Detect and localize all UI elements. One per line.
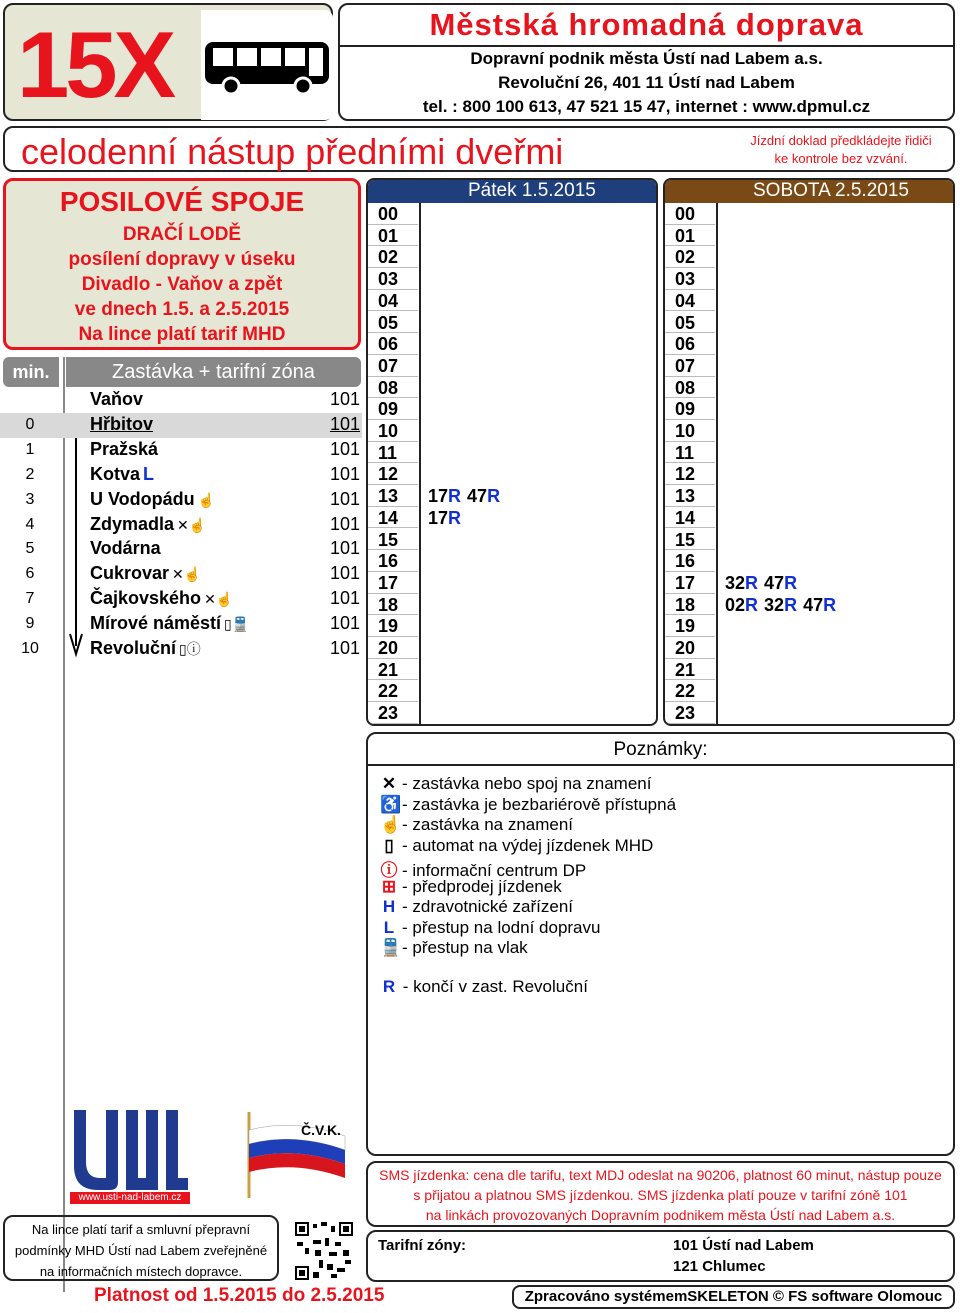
hour-cell: 07	[368, 355, 418, 377]
stop-minutes: 4	[25, 515, 35, 533]
departure-cell	[428, 485, 500, 507]
departure-minute: 47	[467, 486, 488, 507]
qr-code-icon	[295, 1222, 353, 1280]
hour-cell: 08	[665, 377, 715, 399]
departure-minute: 47	[764, 572, 785, 593]
timetable-saturday-day: SOBOTA 2.5.2015	[753, 180, 909, 201]
tariff-note	[3, 1215, 279, 1281]
hour-cell: 07	[665, 355, 715, 377]
header	[338, 3, 955, 121]
sms-ticket-info	[366, 1161, 955, 1227]
note-text: - zastávka na znamení	[402, 815, 574, 834]
tariff-zones	[366, 1230, 955, 1282]
tariff-zone-item: 121 Chlumec	[673, 1258, 766, 1275]
note-text: - zdravotnické zařízení	[402, 897, 574, 916]
reinforcement-line: ve dnech 1.5. a 2.5.2015	[74, 299, 290, 320]
stop-name	[90, 439, 158, 460]
stop-name	[90, 464, 154, 485]
stop-name	[90, 414, 153, 435]
reinforcement-title: POSILOVÉ SPOJE	[59, 186, 305, 217]
note-item	[380, 938, 528, 958]
tariff-note-line: Na lince platí tarif a smluvní přepravní	[31, 1222, 251, 1237]
note-text: - zastávka nebo spoj na znamení	[402, 774, 652, 793]
hour-cell: 12	[368, 463, 418, 485]
stop-minutes: 3	[25, 490, 35, 508]
hour-cell: 05	[368, 312, 418, 334]
stop-minutes: 10	[21, 640, 39, 657]
stop-zone: 101	[329, 438, 360, 459]
hour-cell: 09	[368, 398, 418, 420]
sms-line: SMS jízdenka: cena dle tarifu, text MDJ odeslat na 90206, platnost 60 minut, nástup pouze	[379, 1167, 942, 1183]
note-symbol-icon: ⓘ	[380, 861, 398, 880]
flag-text: Č.V.K.	[301, 1122, 341, 1138]
hour-cell: 15	[368, 529, 418, 551]
end-revolucni-icon: R	[382, 977, 396, 996]
stop-symbol-icon: ▯🚆	[224, 616, 250, 633]
note-symbol-icon: 🚆	[380, 938, 402, 957]
city-logo	[70, 1106, 190, 1204]
hour-cell: 10	[665, 420, 715, 442]
tariff-note-line: na informačních místech dopravce.	[39, 1264, 243, 1279]
departure-minute: 17	[428, 507, 449, 528]
hour-cell: 13	[665, 485, 715, 507]
departure-cell	[428, 507, 461, 529]
header-title: Městská hromadná doprava	[429, 7, 864, 42]
hour-cell: 20	[368, 637, 418, 659]
note-symbol-icon: ▯	[384, 835, 394, 855]
bus-icon	[203, 38, 331, 98]
stop-minutes: 1	[25, 440, 35, 458]
hour-cell: 15	[665, 529, 715, 551]
hour-cell: 00	[665, 203, 715, 225]
hour-cell: 04	[665, 290, 715, 312]
departure-flag: R	[487, 486, 501, 507]
stop-name-text: Cukrovar	[90, 563, 170, 584]
note-item	[380, 815, 573, 835]
timetable-friday-day: Pátek 1.5.2015	[468, 180, 596, 201]
hour-cell: 18	[368, 594, 418, 616]
reinforcement-line: Divadlo - Vaňov a zpět	[81, 274, 283, 295]
city-logo-url: www.usti-nad-labem.cz	[70, 1192, 190, 1204]
stop-symbol-icon: ✕☝	[172, 566, 202, 583]
stop-zone: 101	[329, 488, 360, 509]
stop-row	[0, 587, 362, 612]
bus-icon-area	[201, 10, 333, 120]
stop-symbol-icon: ☝	[197, 491, 216, 508]
stop-zone: 101	[329, 638, 360, 658]
note-text: - přestup na lodní dopravu	[402, 917, 601, 937]
credit-text: Zpracováno systémemSKELETON © FS software Olomouc	[524, 1288, 943, 1305]
hour-cell: 14	[368, 507, 418, 529]
timetable-friday	[366, 178, 658, 726]
note-symbol-icon: ♿	[380, 794, 402, 814]
reinforcement-line: DRAČÍ LODĚ	[122, 224, 242, 245]
note-text: - automat na výdej jízdenek MHD	[402, 835, 654, 855]
stop-row	[0, 413, 362, 438]
stop-name	[90, 538, 161, 559]
departure-flag: R	[448, 486, 462, 507]
hour-cell: 06	[368, 333, 418, 355]
tariff-zones-label: Tarifní zóny:	[378, 1237, 467, 1254]
departure-flag: R	[745, 594, 759, 615]
stop-name	[90, 389, 143, 410]
hour-cell: 11	[368, 442, 418, 464]
operator-contact: tel. : 800 100 613, 47 521 15 47, internet : www.dpmul.cz	[422, 97, 871, 116]
stop-row	[0, 537, 362, 562]
hour-cell: 01	[665, 225, 715, 247]
departure-flag: R	[784, 572, 798, 593]
hour-cell: 09	[665, 398, 715, 420]
reinforcement-line: posílení dopravy v úseku	[68, 249, 296, 270]
stop-name-text: Kotva	[90, 463, 141, 484]
note-item	[380, 774, 651, 794]
hour-cell: 03	[368, 268, 418, 290]
city-logo-icon	[70, 1106, 190, 1192]
note-item	[380, 795, 676, 815]
line-number: 15X	[17, 12, 173, 117]
hour-cell: 02	[368, 246, 418, 268]
stop-name-text: Mírové náměstí	[90, 613, 222, 634]
departure-minute: 32	[725, 572, 746, 593]
hour-cell: 19	[368, 615, 418, 637]
note-item	[380, 977, 588, 997]
hour-cell: 03	[665, 268, 715, 290]
stop-row	[0, 463, 362, 488]
stop-name	[90, 514, 206, 535]
validity-period: Platnost od 1.5.2015 do 2.5.2015	[94, 1285, 385, 1306]
line-badge	[3, 3, 333, 121]
stop-name-text: Pražská	[90, 438, 159, 459]
departure-flag: R	[448, 507, 462, 528]
stop-row	[0, 612, 362, 637]
stop-zone: 101	[329, 613, 360, 634]
stop-minutes: 9	[25, 615, 35, 633]
stop-name-text: U Vodopádu	[90, 488, 195, 509]
note-item	[380, 836, 653, 856]
flag-logo	[245, 1108, 350, 1200]
notes-box	[366, 732, 955, 1156]
hour-cell: 17	[665, 572, 715, 594]
credit-box	[512, 1285, 955, 1309]
stop-minutes: 5	[25, 540, 35, 558]
stop-zone: 101	[329, 389, 360, 409]
operator-address: Revoluční 26, 401 11 Ústí nad Labem	[498, 73, 795, 92]
stop-symbol-icon: ✕☝	[204, 591, 234, 608]
stop-minutes: 7	[25, 590, 35, 608]
timetable-saturday-header	[665, 180, 953, 203]
hour-cell: 23	[368, 702, 418, 724]
reinforcement-box	[3, 178, 361, 350]
hour-cell: 10	[368, 420, 418, 442]
stop-minutes: 0	[25, 415, 35, 433]
hour-cell: 22	[368, 680, 418, 702]
note-text: - zastávka je bezbariérově přístupná	[402, 794, 677, 814]
note-symbol-icon: ✕	[381, 774, 397, 793]
departure-flag: R	[823, 594, 837, 615]
stop-row	[0, 637, 362, 662]
boarding-bar	[3, 126, 955, 172]
header-divider	[340, 45, 953, 47]
tariff-note-line: podmínky MHD Ústí nad Labem zveřejněné	[14, 1243, 268, 1258]
stop-symbol-icon: ▯ⓘ	[179, 641, 201, 657]
note-text: - předprodej jízdenek	[402, 876, 562, 896]
note-symbol-icon: ☝	[380, 815, 402, 834]
stop-zone: 101	[329, 513, 360, 534]
departure-minute: 02	[725, 594, 746, 615]
note-text: - končí v zast. Revoluční	[402, 977, 588, 996]
hour-cell: 08	[368, 377, 418, 399]
note-item	[380, 877, 562, 897]
note-symbol-icon: ⊞	[381, 876, 397, 896]
operator-name: Dopravní podnik města Ústí nad Labem a.s.	[470, 49, 823, 68]
hour-cell: 02	[665, 246, 715, 268]
hour-cell: 16	[665, 550, 715, 572]
hour-cell: 16	[368, 550, 418, 572]
departure-cell	[725, 594, 836, 616]
hour-cell: 12	[665, 463, 715, 485]
hour-cell: 06	[665, 333, 715, 355]
note-item	[380, 918, 600, 938]
stop-name-text: Hřbitov	[90, 413, 153, 434]
stop-row	[0, 562, 362, 587]
tariff-zone-item: 101 Ústí nad Labem	[673, 1237, 814, 1254]
hour-cell: 13	[368, 485, 418, 507]
hour-cell: 22	[665, 680, 715, 702]
departure-minute: 32	[764, 594, 785, 615]
stop-row	[0, 438, 362, 463]
hour-cell: 17	[368, 572, 418, 594]
stop-name	[90, 489, 215, 510]
hour-cell: 21	[665, 659, 715, 681]
stop-name-text: Čajkovského	[90, 588, 202, 609]
hour-cell: 18	[665, 594, 715, 616]
hour-cell: 20	[665, 637, 715, 659]
stop-name-text: Vodárna	[90, 538, 161, 559]
hour-cell: 04	[368, 290, 418, 312]
note-symbol-icon: L	[383, 917, 395, 937]
hour-cell: 21	[368, 659, 418, 681]
stop-zone: 101	[329, 413, 360, 434]
notes-title: Poznámky:	[368, 734, 953, 766]
stop-name	[90, 563, 201, 584]
hour-cell: 23	[665, 702, 715, 724]
stop-zone: 101	[329, 588, 360, 609]
stop-row	[0, 513, 362, 538]
boarding-note-line: ke kontrole bez vzvání.	[774, 151, 908, 166]
timetable-friday-header	[368, 180, 656, 203]
stop-minutes: 6	[25, 565, 35, 583]
stop-header: Zastávka + tarifní zóna	[66, 357, 361, 387]
hour-column-divider	[716, 203, 718, 726]
stop-name	[90, 613, 249, 634]
hour-cell: 00	[368, 203, 418, 225]
note-item	[380, 897, 573, 917]
stop-name-text: Revoluční	[90, 638, 177, 658]
stop-name-text: Zdymadla	[90, 513, 175, 534]
hour-cell: 11	[665, 442, 715, 464]
stop-name	[90, 588, 233, 609]
hour-cell: 01	[368, 225, 418, 247]
departure-minute: 47	[803, 594, 824, 615]
departure-cell	[725, 572, 797, 594]
stop-name	[90, 638, 201, 659]
hour-cell: 19	[665, 615, 715, 637]
stop-name-text: Vaňov	[90, 389, 144, 409]
stop-row	[0, 488, 362, 513]
departure-flag: R	[784, 594, 798, 615]
boarding-text: celodenní nástup předními dveřmi	[21, 131, 564, 172]
hour-cell: 05	[665, 312, 715, 334]
stop-zone: 101	[329, 463, 360, 484]
boarding-note	[741, 132, 941, 168]
stop-zone: 101	[329, 563, 360, 584]
departure-flag: R	[745, 572, 759, 593]
boarding-note-line: Jízdní doklad předkládejte řidiči	[750, 133, 932, 148]
stop-minutes: 2	[25, 465, 35, 483]
reinforcement-line: Na lince platí tarif MHD	[78, 324, 286, 345]
departure-minute: 17	[428, 486, 449, 507]
sms-line: s přijatou a platnou SMS jízdenkou. SMS jízdenka platí pouze v tarifní zóně 101	[413, 1187, 908, 1203]
hour-cell: 14	[665, 507, 715, 529]
stop-zone: 101	[329, 538, 360, 559]
hour-column-divider	[419, 203, 421, 726]
note-text: - informační centrum DP	[402, 861, 587, 880]
sms-line: na linkách provozovaných Dopravním podnikem města Ústí nad Labem a.s.	[425, 1207, 896, 1223]
note-text: - přestup na vlak	[402, 938, 528, 957]
stop-symbol-icon: ✕☝	[177, 516, 207, 533]
note-symbol-icon: H	[382, 897, 396, 916]
stop-symbol-icon: L	[143, 463, 155, 484]
timetable-saturday	[663, 178, 955, 726]
stop-row	[0, 388, 362, 413]
minutes-header: min.	[3, 357, 59, 387]
